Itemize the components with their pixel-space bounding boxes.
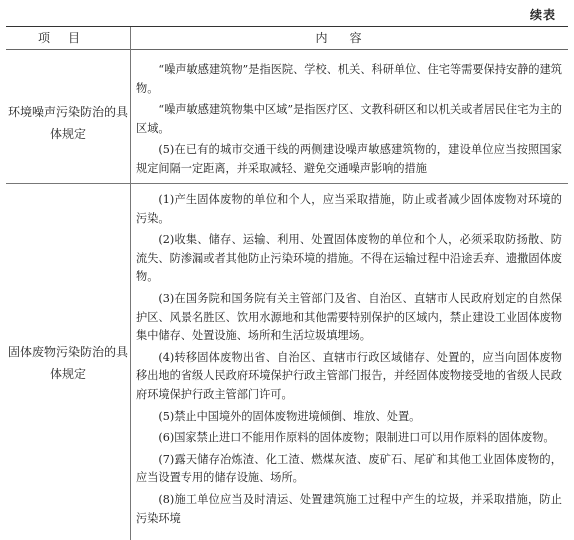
paragraph: (3)在国务院和国务院有关主管部门及省、自治区、直辖市人民政府划定的自然保护区、风景名胜区、饮用水源地和其他需要特别保护的区域内，禁止建设工业固体废物集中储存、处置设施、场所和生活垃圾填埋场。 (136, 291, 562, 343)
paragraph: (2)收集、储存、运输、利用、处置固体废物的单位和个人，必须采取防扬散、防流失、防渗漏或者其他防止污染环境的措施。不得在运输过程中沿途丢弃、遗撒固体废物。 (136, 233, 562, 284)
paragraph: (8)施工单位应当及时清运、处置建筑施工过程中产生的垃圾，并采取措施，防止污染环境 (136, 492, 562, 525)
paragraph: (1)产生固体废物的单位和个人，应当采取措施，防止或者减少固体废物对环境的污染。 (136, 193, 562, 225)
row-solid-waste-content (136, 191, 562, 531)
paragraph: “噪声敏感建筑物集中区域”是指医疗区、文教科研区和以机关或者居民住宅为主的区域。 (136, 103, 562, 135)
paragraph: (7)露天储存冶炼渣、化工渣、燃煤灰渣、废矿石、尾矿和其他工业固体废物的，应当设置专用的储存设施、场所。 (136, 452, 562, 485)
table-header (6, 27, 568, 50)
row-divider (6, 183, 568, 184)
paragraph: (5)禁止中国境外的固体废物进境倾倒、堆放、处置。 (158, 409, 421, 423)
column-divider (130, 27, 131, 540)
header-content: 内容 (315, 31, 384, 45)
row-solid-waste-item: 固体废物污染防治的具体规定 (7, 345, 128, 381)
paragraph: “噪声敏感建筑物”是指医院、学校、机关、科研单位、住宅等需要保持安静的建筑物。 (136, 63, 562, 95)
header-item: 项目 (37, 31, 98, 45)
regulations-table (6, 26, 568, 540)
paragraph: (4)转移固体废物出省、自治区、直辖市行政区域储存、处置的，应当向固体废物移出地的省级人民政府环境保护行政主管部门报告，并经固体废物接受地的省级人民政府环境保护行政主管部门许可。 (136, 350, 562, 401)
row-noise-content (136, 61, 562, 182)
row-noise-item: 环境噪声污染防治的具体规定 (7, 105, 128, 141)
continued-label: 续表 (529, 8, 556, 22)
paragraph: (5)在已有的城市交通干线的两侧建设噪声敏感建筑物的，建设单位应当按照国家规定间隔一定距离，并采取减轻、避免交通噪声影响的措施 (136, 143, 562, 175)
paragraph: (6)国家禁止进口不能用作原料的固体废物；限制进口可以用作原料的固体废物。 (158, 431, 555, 445)
